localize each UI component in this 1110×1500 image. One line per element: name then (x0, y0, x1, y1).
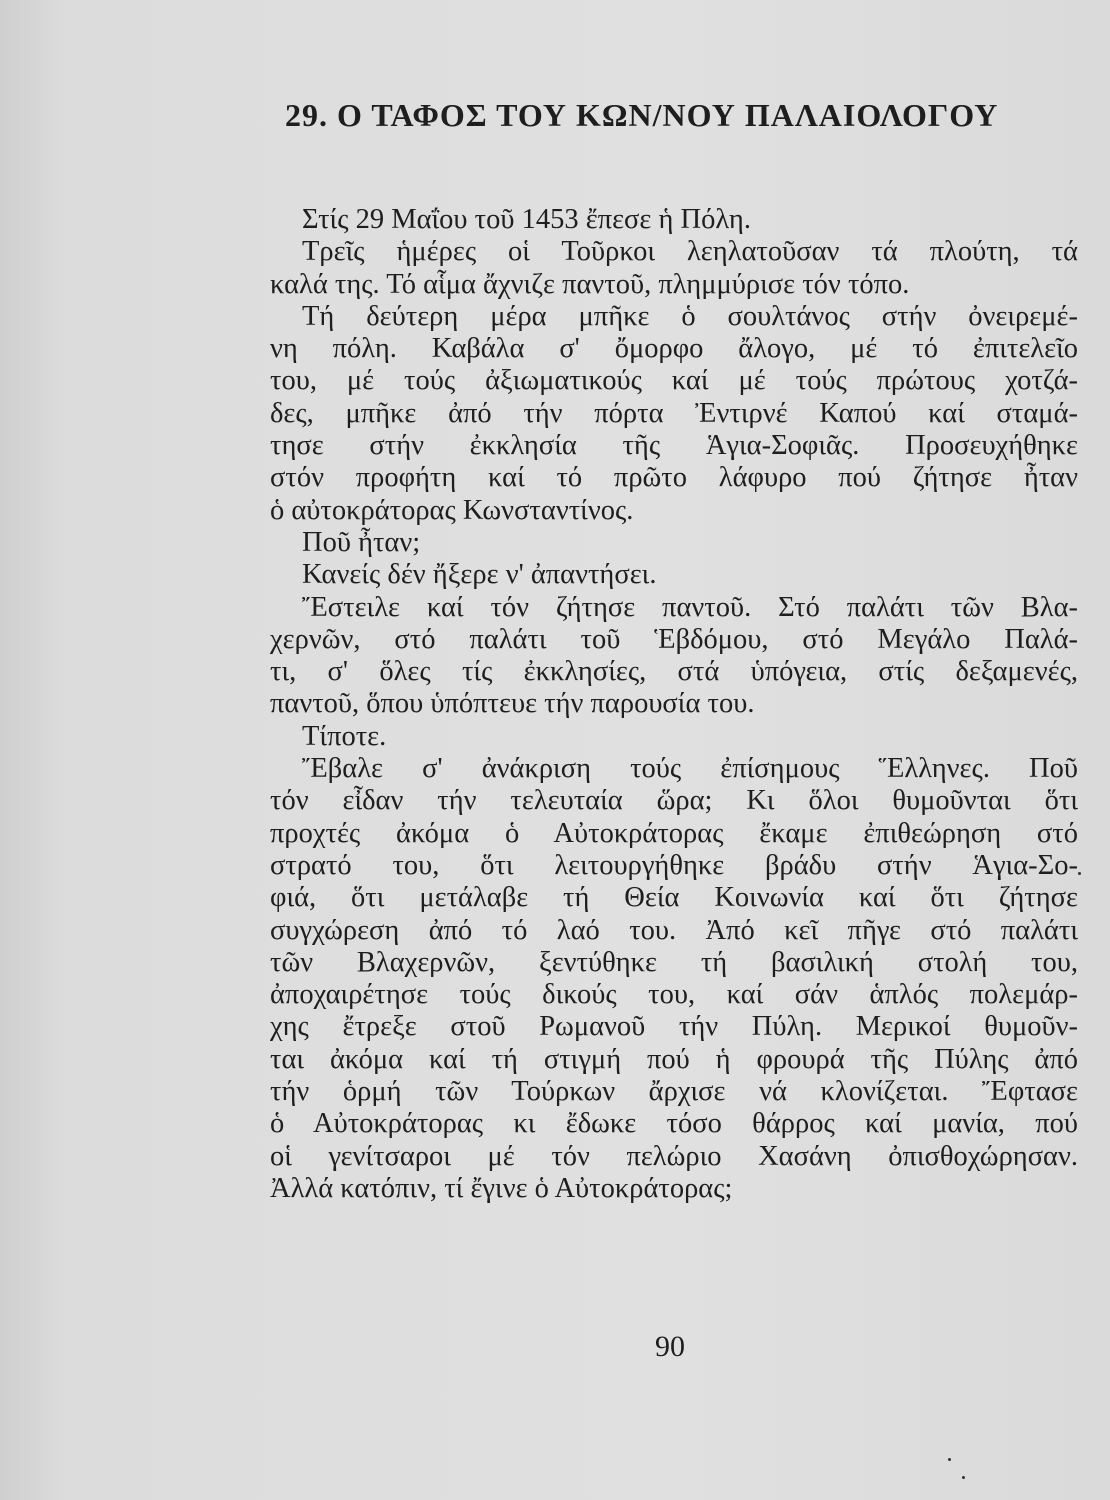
chapter-body (270, 204, 1078, 1205)
paragraph (270, 721, 1078, 753)
text-line: Κανείς δέν ἤξερε ν' ἀπαντήσει. (302, 559, 657, 591)
paragraph (270, 592, 1078, 721)
text-line: τησε στήν ἐκκλησία τῆς Ἁγια-Σοφιᾶς. Προσευχήθηκε (270, 430, 1078, 462)
text-line: ὁ Αὐτοκράτορας κι ἔδωκε τόσο θάρρος καί μανία, πού (270, 1108, 1078, 1140)
paragraph (270, 204, 1078, 236)
text-line: Στίς 29 Μαΐου τοῦ 1453 ἔπεσε ἡ Πόλη. (302, 204, 751, 235)
text-line: Τρεῖς ἡμέρες οἱ Τοῦρκοι λεηλατοῦσαν τά πλούτη, τά (302, 236, 1078, 268)
chapter-title: 29. Ο ΤΑΦΟΣ ΤΟΥ ΚΩΝ/ΝΟΥ ΠΑΛΑΙΟΛΟΓΟΥ (285, 97, 999, 133)
text-line: καλά της. Τό αἷμα ἄχνιζε παντοῦ, πλημμύρισε τόν τόπο. (270, 268, 910, 300)
speck (962, 1476, 965, 1479)
text-line: συγχώρεση ἀπό τό λαό του. Ἀπό κεῖ πῆγε στό παλάτι (270, 914, 1078, 946)
paragraph (270, 301, 1078, 527)
paragraph (270, 236, 1078, 301)
text-line: οἱ γενίτσαροι μέ τόν πελώριο Χασάνη ὀπισθοχώρησαν. (270, 1140, 1078, 1172)
page-number: 90 (655, 1330, 685, 1363)
paragraph (270, 527, 1078, 559)
text-line: ται ἀκόμα καί τή στιγμή πού ἡ φρουρά τῆς Πύλης ἀπό (270, 1043, 1078, 1075)
page-number-row (0, 1330, 1110, 1364)
text-line: δες, μπῆκε ἀπό τήν πόρτα Ἐντιρνέ Καπού καί σταμά- (270, 397, 1078, 429)
text-line: παντοῦ, ὅπου ὑπόπτευε τήν παρουσία του. (270, 688, 755, 720)
text-line: του, μέ τούς ἀξιωματικούς καί μέ τούς πρώτους χοτζά- (270, 365, 1078, 397)
text-line: ἀποχαιρέτησε τούς δικούς του, καί σάν ἁπλός πολεμάρ- (270, 979, 1078, 1011)
text-line: τῶν Βλαχερνῶν, ξεντύθηκε τή βασιλική στολή του, (270, 946, 1078, 978)
text-line: προχτές ἀκόμα ὁ Αὐτοκράτορας ἔκαμε ἐπιθεώρηση στό (270, 817, 1078, 849)
text-line: χερνῶν, στό παλάτι τοῦ Ἑβδόμου, στό Μεγάλο Παλά- (270, 623, 1078, 655)
text-line: ὁ αὐτοκράτορας Κωνσταντίνος. (270, 494, 634, 526)
text-line: Ἔβαλε σ' ἀνάκριση τούς ἐπίσημους Ἕλληνες. Ποῦ (302, 753, 1078, 785)
text-line: φιά, ὅτι μετάλαβε τή Θεία Κοινωνία καί ὅτι ζήτησε (270, 882, 1078, 914)
text-line: χης ἔτρεξε στοῦ Ρωμανοῦ τήν Πύλη. Μερικοί θυμοῦν- (270, 1011, 1078, 1043)
speck (948, 1458, 951, 1461)
text-line: στρατό του, ὅτι λειτουργήθηκε βράδυ στήν Ἁγια-Σο- (270, 849, 1078, 881)
paragraph (270, 753, 1078, 1205)
text-line: Τίποτε. (302, 720, 387, 752)
text-line: τόν εἶδαν τήν τελευταία ὥρα; Κι ὅλοι θυμοῦνται ὅτι (270, 785, 1078, 817)
text-line: νη πόλη. Καβάλα σ' ὄμορφο ἄλογο, μέ τό ἐπιτελεῖο (270, 333, 1078, 365)
text-line: στόν προφήτη καί τό πρῶτο λάφυρο πού ζήτησε ἦταν (270, 462, 1078, 494)
text-line: Τή δεύτερη μέρα μπῆκε ὁ σουλτάνος στήν ὀνειρεμέ- (302, 300, 1078, 332)
text-line: τήν ὁρμή τῶν Τούρκων ἄρχισε νά κλονίζεται. Ἔφτασε (270, 1076, 1078, 1108)
text-line: Ἔστειλε καί τόν ζήτησε παντοῦ. Στό παλάτι τῶν Βλα- (302, 591, 1078, 623)
speck (1078, 872, 1081, 875)
text-line: Ἀλλά κατόπιν, τί ἔγινε ὁ Αὐτοκράτορας; (270, 1172, 733, 1204)
text-line: τι, σ' ὅλες τίς ἐκκλησίες, στά ὑπόγεια, στίς δεξαμενές, (270, 656, 1078, 688)
paragraph (270, 559, 1078, 591)
text-line: Ποῦ ἦταν; (302, 526, 421, 558)
